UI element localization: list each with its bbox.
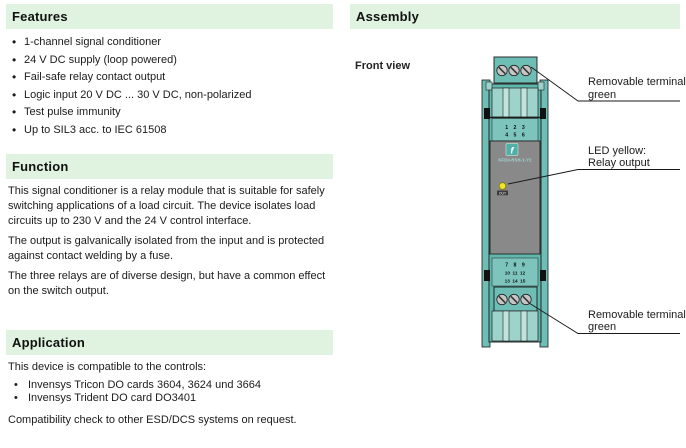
terminal-screw-icon [509, 65, 519, 75]
application-intro: This device is compatible to the controls: [8, 361, 207, 373]
clamp [540, 108, 546, 119]
section-header-application [6, 330, 333, 355]
terminal-bar [521, 311, 527, 341]
feature-item: • Fail-safe relay contact output [24, 69, 251, 87]
annotation-led-line2: Relay output [588, 157, 650, 169]
feature-item: • Logic input 20 V DC ... 30 V DC, non-polarized [24, 87, 251, 105]
hinge-tab [538, 82, 544, 90]
upper-terminal-front [492, 88, 538, 117]
clamp [484, 108, 490, 119]
annotation-led-line1: LED yellow: [588, 145, 647, 157]
function-paragraph: This signal conditioner is a relay module that is suitable for safely switching applications of a load circuit. The device isolates load circuits up to 230 V and the 24 V control interface. [8, 185, 325, 227]
top-terminal-numbers-row1: 1 2 3 [505, 125, 525, 131]
hinge-tab [486, 82, 492, 90]
annotation-top-terminal-line2: green [588, 89, 617, 101]
features-title: Features [12, 9, 68, 24]
lower-terminal-front [492, 311, 538, 341]
led-label: OUT [498, 191, 507, 196]
section-header-features [6, 4, 333, 29]
annotation-bottom-terminal-line2: green [588, 321, 617, 333]
application-list [8, 379, 330, 405]
feature-item: • Up to SIL3 acc. to IEC 61508 [24, 122, 251, 140]
application-title: Application [12, 335, 85, 350]
terminal-screw-icon [497, 65, 507, 75]
bottom-terminal-numbers-row3: 13 14 15 [504, 278, 526, 284]
function-title: Function [12, 159, 69, 174]
features-list [6, 34, 251, 139]
relay-output-led [499, 183, 506, 190]
front-view-label: Front view [355, 60, 411, 72]
application-note: Compatibility check to other ESD/DCS systems on request. [8, 414, 297, 426]
pf-logo-icon [506, 144, 518, 157]
section-header-function [6, 154, 333, 179]
application-item: • Invensys Trident DO card DO3401 [28, 392, 330, 405]
terminal-screw-icon [521, 65, 531, 75]
top-terminal-numbers-row2: 4 5 6 [505, 132, 525, 139]
annotation-bottom-terminal-line1: Removable terminal [588, 309, 686, 321]
feature-item: • 24 V DC supply (loop powered) [24, 52, 251, 70]
assembly-title: Assembly [356, 9, 420, 24]
annotation-top-terminal-line1: Removable terminal [588, 76, 686, 88]
clamp [484, 270, 490, 281]
terminal-bar [503, 311, 509, 341]
application-item: • Invensys Tricon DO cards 3604, 3624 und 3664 [28, 379, 330, 392]
clamp [540, 270, 546, 281]
terminal-bar [503, 88, 509, 117]
terminal-bar [521, 88, 527, 117]
terminal-screw-icon [497, 294, 507, 304]
feature-item: • Test pulse immunity [24, 104, 251, 122]
svg-text:f: f [510, 145, 514, 157]
bottom-terminal-numbers-row2: 10 11 12 [504, 270, 526, 276]
bottom-terminal-numbers-row1: 7 8 9 [505, 262, 525, 269]
device-model-label: KFD0-RSH-1-Y2 [498, 157, 532, 163]
assembly-figure [440, 50, 686, 360]
feature-item: • 1-channel signal conditioner [24, 34, 251, 52]
function-text [8, 184, 330, 304]
terminal-screw-icon [509, 294, 519, 304]
section-header-assembly [350, 4, 680, 29]
function-paragraph: The three relays are of diverse design, but have a common effect on the switch output. [8, 270, 326, 297]
application-text [8, 361, 330, 427]
function-paragraph: The output is galvanically isolated from the input and is protected against contact welding by a fuse. [8, 235, 325, 262]
